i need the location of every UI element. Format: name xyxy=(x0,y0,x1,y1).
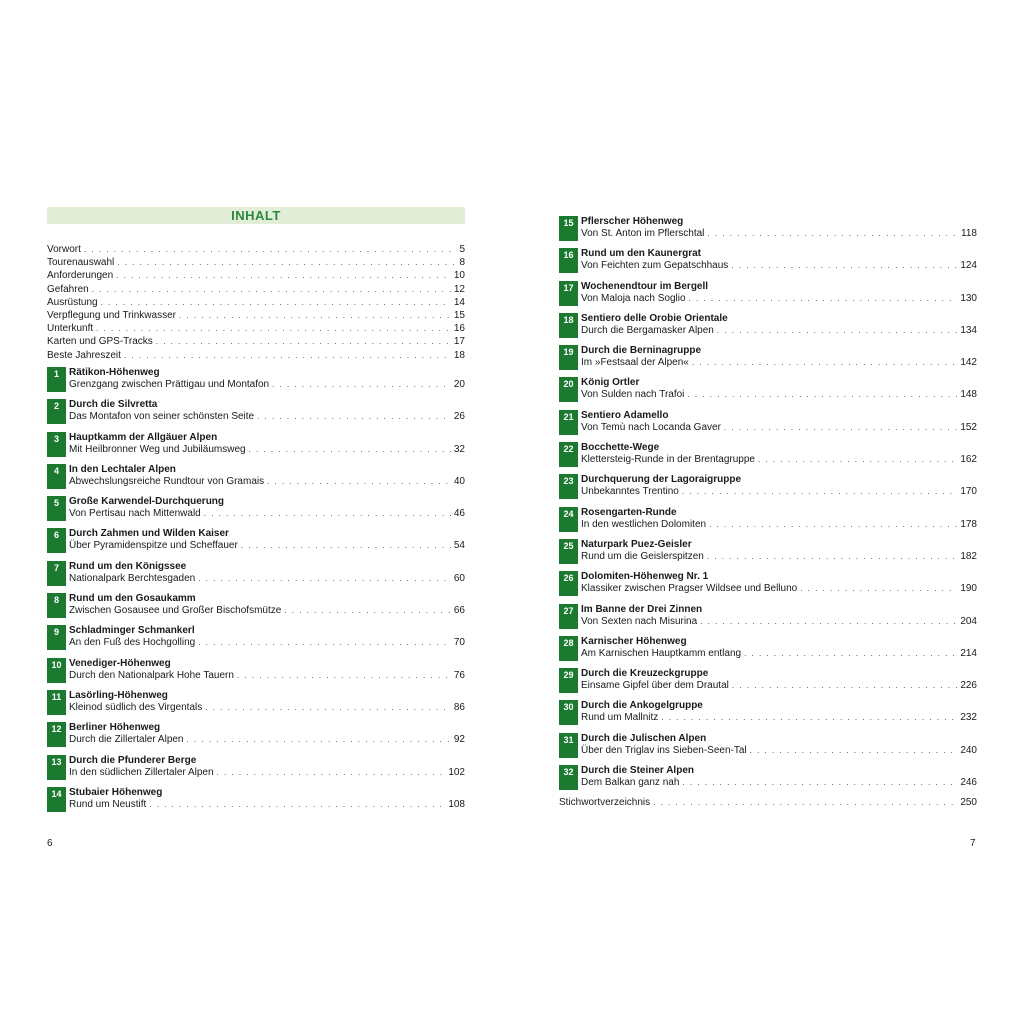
dot-leader xyxy=(117,256,456,269)
tour-title: Berliner Höhenweg xyxy=(69,722,161,734)
tour-subtitle: Von Sulden nach Trafoi xyxy=(581,389,685,401)
dot-leader xyxy=(707,551,957,563)
tour-entry[interactable] xyxy=(559,539,977,564)
tour-number-badge: 32 xyxy=(559,765,578,790)
tour-subtitle: Im »Festsaal der Alpen« xyxy=(581,357,689,369)
dot-leader xyxy=(257,411,451,423)
tour-entry[interactable] xyxy=(47,593,465,618)
toc-entry-label: Vorwort xyxy=(47,244,81,255)
tour-page: 86 xyxy=(453,701,465,713)
tour-subtitle: Grenzgang zwischen Prättigau und Montafon xyxy=(69,379,270,390)
tour-page: 32 xyxy=(453,443,465,455)
tour-subtitle-line xyxy=(69,379,465,391)
tour-page: 190 xyxy=(960,583,977,595)
toc-entry[interactable] xyxy=(47,256,465,269)
tour-entry[interactable] xyxy=(47,367,465,392)
dot-leader xyxy=(284,605,451,617)
toc-entry[interactable] xyxy=(47,335,465,348)
tour-entry[interactable] xyxy=(47,787,465,812)
tour-subtitle-line xyxy=(69,444,465,456)
tour-entry[interactable] xyxy=(47,399,465,424)
tour-subtitle: Zwischen Gosausee und Großer Bischofsmütze xyxy=(69,605,282,617)
tour-subtitle-line xyxy=(581,680,977,692)
toc-entry[interactable] xyxy=(47,296,465,309)
dot-leader xyxy=(96,322,451,335)
front-matter-list xyxy=(47,243,465,362)
tour-subtitle: Durch die Zillertaler Alpen xyxy=(69,734,184,746)
tour-subtitle: Klassiker zwischen Pragser Wildsee und Belluno xyxy=(581,583,798,595)
tour-page: 40 xyxy=(453,475,465,487)
toc-entry-label: Tourenauswahl xyxy=(47,257,115,269)
tour-page: 240 xyxy=(960,744,977,756)
toc-entry[interactable] xyxy=(47,322,465,335)
tour-number-badge: 31 xyxy=(559,733,578,758)
tour-title: Rund um den Königssee xyxy=(69,560,187,572)
tour-title: Durch die Berninagruppe xyxy=(581,345,702,357)
toc-entry[interactable] xyxy=(47,309,465,322)
tour-subtitle: Das Montafon von seiner schönsten Seite xyxy=(69,411,255,423)
toc-entry[interactable] xyxy=(47,269,465,282)
index-entry-page: 250 xyxy=(960,797,977,808)
tour-entry[interactable] xyxy=(559,604,977,629)
dot-leader xyxy=(156,335,451,348)
tour-subtitle-line xyxy=(581,260,977,272)
tour-number-badge: 21 xyxy=(559,410,578,435)
tour-page: 118 xyxy=(961,228,977,239)
tour-page: 232 xyxy=(960,712,977,724)
tour-subtitle-line xyxy=(69,702,465,714)
tour-number-badge: 22 xyxy=(559,442,578,467)
tour-title: Venediger-Höhenweg xyxy=(69,657,171,669)
tour-number-badge: 14 xyxy=(47,787,66,812)
toc-entry-page: 16 xyxy=(453,323,465,335)
tour-entry[interactable] xyxy=(47,658,465,683)
tour-number-badge: 10 xyxy=(47,658,66,683)
tour-title: Sentiero delle Orobie Orientale xyxy=(581,312,728,324)
toc-entry-page: 8 xyxy=(459,257,465,269)
dot-leader xyxy=(661,712,957,724)
tour-entry[interactable] xyxy=(559,281,977,306)
tour-subtitle: Durch den Nationalpark Hohe Tauern xyxy=(69,669,234,681)
toc-entry-page: 15 xyxy=(453,309,465,321)
tour-page: 246 xyxy=(960,777,977,789)
tour-subtitle-line xyxy=(581,745,977,757)
tour-subtitle-line xyxy=(69,670,465,682)
tour-title: Schladminger Schmankerl xyxy=(69,625,195,637)
dot-leader xyxy=(758,454,957,466)
tour-page: 108 xyxy=(448,798,465,810)
dot-leader xyxy=(682,486,957,498)
tour-subtitle: Von Sexten nach Misurina xyxy=(581,615,698,627)
tour-title: Im Banne der Drei Zinnen xyxy=(581,603,703,615)
dot-leader xyxy=(116,269,451,282)
tour-entry[interactable] xyxy=(559,507,977,532)
tour-page: 152 xyxy=(960,421,977,433)
tour-title: Durch die Pfunderer Berge xyxy=(69,754,197,766)
tour-page: 60 xyxy=(453,572,465,584)
tour-title: Karnischer Höhenweg xyxy=(581,635,687,647)
contents-heading: INHALT xyxy=(47,207,465,224)
tour-subtitle-line xyxy=(69,734,465,746)
tour-subtitle: Von Pertisau nach Mittenwald xyxy=(69,508,201,520)
tour-page: 76 xyxy=(453,669,465,681)
tour-page: 66 xyxy=(453,605,465,617)
tour-entry[interactable] xyxy=(47,722,465,747)
tour-title: Rätikon-Höhenweg xyxy=(69,367,160,378)
dot-leader xyxy=(249,444,451,456)
tour-page: 148 xyxy=(960,389,977,401)
tour-number-badge: 6 xyxy=(47,528,66,553)
index-entry[interactable] xyxy=(559,797,977,808)
tour-subtitle: Einsame Gipfel über dem Drautal xyxy=(581,680,729,692)
dot-leader xyxy=(92,283,451,296)
tour-page: 134 xyxy=(960,324,977,336)
tour-page: 214 xyxy=(960,647,977,659)
dot-leader xyxy=(267,476,451,488)
tour-entry[interactable] xyxy=(47,690,465,715)
tour-title: Sentiero Adamello xyxy=(581,409,669,421)
dot-leader xyxy=(198,637,451,649)
toc-entry-page: 18 xyxy=(453,349,465,361)
tour-title: Durch die Julischen Alpen xyxy=(581,732,707,744)
tour-subtitle: Klettersteig-Runde in der Brentagruppe xyxy=(581,454,755,466)
tour-page: 92 xyxy=(453,734,465,746)
tour-subtitle-line xyxy=(581,551,977,563)
tour-subtitle-line xyxy=(581,648,977,660)
tour-subtitle: Nationalpark Berchtesgaden xyxy=(69,572,196,584)
toc-entry-label: Ausrüstung xyxy=(47,296,98,308)
tour-subtitle: Über den Triglav ins Sieben-Seen-Tal xyxy=(581,744,747,756)
tour-subtitle-line xyxy=(581,389,977,401)
dot-leader xyxy=(237,670,451,682)
tour-number-badge: 19 xyxy=(559,345,578,370)
tour-title: König Ortler xyxy=(581,377,640,389)
tour-list-left xyxy=(47,367,465,819)
tour-title: Große Karwendel-Durchquerung xyxy=(69,496,225,508)
tour-title: Wochenendtour im Bergell xyxy=(581,280,709,292)
dot-leader xyxy=(101,296,451,309)
tour-number-badge: 29 xyxy=(559,668,578,693)
tour-subtitle: Am Karnischen Hauptkamm entlang xyxy=(581,647,742,659)
tour-page: 226 xyxy=(960,680,977,692)
tour-subtitle-line xyxy=(69,476,465,488)
tour-page: 124 xyxy=(960,260,977,272)
tour-page: 130 xyxy=(960,292,977,304)
toc-entry-label: Karten und GPS-Tracks xyxy=(47,336,153,348)
tour-subtitle-line xyxy=(581,357,977,369)
dot-leader xyxy=(731,260,957,272)
tour-subtitle-line xyxy=(581,777,977,789)
tour-title: Rosengarten-Runde xyxy=(581,506,677,518)
tour-number-badge: 18 xyxy=(559,313,578,338)
tour-entry[interactable] xyxy=(559,700,977,725)
tour-subtitle: Dem Balkan ganz nah xyxy=(581,777,680,789)
toc-entry-page: 17 xyxy=(453,336,465,348)
tour-subtitle: Über Pyramidenspitze und Scheffauer xyxy=(69,540,238,552)
tour-number-badge: 27 xyxy=(559,604,578,629)
tour-subtitle: Durch die Bergamasker Alpen xyxy=(581,324,714,336)
tour-title: Stubaier Höhenweg xyxy=(69,786,163,798)
tour-subtitle-line xyxy=(69,605,465,617)
tour-number-badge: 15 xyxy=(559,216,578,241)
dot-leader xyxy=(217,767,446,779)
tour-title: Durchquerung der Lagoraigruppe xyxy=(581,474,742,486)
tour-number-badge: 2 xyxy=(47,399,66,424)
tour-page: 170 xyxy=(960,486,977,498)
tour-entry[interactable] xyxy=(559,410,977,435)
tour-entry[interactable] xyxy=(47,561,465,586)
tour-subtitle: Abwechslungsreiche Rundtour von Gramais xyxy=(69,475,265,487)
tour-page: 46 xyxy=(453,508,465,520)
tour-title: Bocchette-Wege xyxy=(581,442,660,454)
tour-subtitle-line xyxy=(69,637,465,649)
tour-entry[interactable] xyxy=(559,636,977,661)
tour-entry[interactable] xyxy=(559,313,977,338)
tour-page: 204 xyxy=(960,615,977,627)
toc-entry-page: 10 xyxy=(453,270,465,282)
dot-leader xyxy=(198,573,451,585)
tour-subtitle-line xyxy=(581,293,977,305)
toc-entry-page: 5 xyxy=(459,244,465,255)
tour-number-badge: 13 xyxy=(47,755,66,780)
tour-subtitle: Rund um Mallnitz xyxy=(581,712,659,724)
tour-number-badge: 11 xyxy=(47,690,66,715)
tour-page: 20 xyxy=(453,379,465,390)
dot-leader xyxy=(689,293,958,305)
tour-number-badge: 30 xyxy=(559,700,578,725)
tour-title: Durch die Steiner Alpen xyxy=(581,765,694,777)
tour-subtitle-line xyxy=(581,583,977,595)
tour-entry[interactable] xyxy=(559,733,977,758)
tour-subtitle: Rund um Neustift xyxy=(69,798,147,810)
tour-entry[interactable] xyxy=(47,528,465,553)
tour-title: Durch die Silvretta xyxy=(69,399,158,411)
tour-subtitle-line xyxy=(69,411,465,423)
tour-title: Rund um den Kaunergrat xyxy=(581,248,702,260)
toc-entry[interactable] xyxy=(47,283,465,296)
tour-subtitle-line xyxy=(581,519,977,531)
tour-page: 182 xyxy=(960,550,977,562)
dot-leader xyxy=(687,389,957,401)
tour-page: 178 xyxy=(960,518,977,530)
dot-leader xyxy=(124,349,451,362)
tour-number-badge: 28 xyxy=(559,636,578,661)
tour-number-badge: 12 xyxy=(47,722,66,747)
tour-subtitle-line xyxy=(581,422,977,434)
tour-entry[interactable] xyxy=(559,377,977,402)
tour-subtitle-line xyxy=(581,454,977,466)
tour-subtitle: In den südlichen Zillertaler Alpen xyxy=(69,766,214,778)
tour-entry[interactable] xyxy=(559,345,977,370)
toc-entry-page: 12 xyxy=(453,283,465,295)
tour-subtitle: Mit Heilbronner Weg und Jubiläumsweg xyxy=(69,443,246,455)
tour-subtitle-line xyxy=(69,573,465,585)
tour-entry[interactable] xyxy=(47,464,465,489)
dot-leader xyxy=(84,243,457,256)
toc-entry[interactable] xyxy=(47,243,465,256)
tour-number-badge: 26 xyxy=(559,571,578,596)
tour-entry[interactable] xyxy=(559,765,977,790)
tour-subtitle-line xyxy=(581,616,977,628)
toc-entry-label: Unterkunft xyxy=(47,323,94,335)
tour-subtitle: An den Fuß des Hochgolling xyxy=(69,637,196,649)
page-number-left: 6 xyxy=(47,838,53,849)
tour-number-badge: 7 xyxy=(47,561,66,586)
tour-page: 102 xyxy=(448,766,465,778)
tour-page: 70 xyxy=(453,637,465,649)
tour-number-badge: 4 xyxy=(47,464,66,489)
dot-leader xyxy=(717,325,957,337)
dot-leader xyxy=(149,799,445,811)
page-number-right: 7 xyxy=(970,838,976,849)
tour-page: 162 xyxy=(960,454,977,466)
tour-entry[interactable] xyxy=(559,474,977,499)
tour-subtitle: Von Maloja nach Soglio xyxy=(581,292,686,304)
tour-title: Durch die Ankogelgruppe xyxy=(581,700,703,712)
tour-entry[interactable] xyxy=(559,248,977,273)
dot-leader xyxy=(709,519,957,531)
dot-leader xyxy=(187,734,451,746)
tour-title: Hauptkamm der Allgäuer Alpen xyxy=(69,431,218,443)
toc-entry-label: Anforderungen xyxy=(47,270,114,282)
tour-number-badge: 9 xyxy=(47,625,66,650)
tour-entry[interactable] xyxy=(47,755,465,780)
tour-subtitle: Unbekanntes Trentino xyxy=(581,486,679,498)
tour-title: Durch die Kreuzeckgruppe xyxy=(581,668,709,680)
tour-title: In den Lechtaler Alpen xyxy=(69,463,176,475)
tour-number-badge: 25 xyxy=(559,539,578,564)
tour-subtitle-line xyxy=(581,325,977,337)
index-entry-label: Stichwortverzeichnis xyxy=(559,797,651,808)
dot-leader xyxy=(682,777,957,789)
tour-subtitle: Kleinod südlich des Virgentals xyxy=(69,701,203,713)
tour-title: Rund um den Gosaukamm xyxy=(69,593,196,605)
tour-number-badge: 8 xyxy=(47,593,66,618)
dot-leader xyxy=(241,540,451,552)
tour-subtitle-line xyxy=(581,712,977,724)
tour-entry[interactable] xyxy=(47,432,465,457)
dot-leader xyxy=(700,616,957,628)
tour-title: Dolomiten-Höhenweg Nr. 1 xyxy=(581,571,709,583)
toc-entry[interactable] xyxy=(47,349,465,362)
tour-entry[interactable] xyxy=(559,668,977,693)
tour-subtitle: Rund um die Geislerspitzen xyxy=(581,550,704,562)
tour-number-badge: 1 xyxy=(47,367,66,392)
tour-subtitle-line xyxy=(69,540,465,552)
tour-number-badge: 24 xyxy=(559,507,578,532)
tour-entry[interactable] xyxy=(559,216,977,241)
tour-list-right xyxy=(559,216,977,797)
tour-number-badge: 16 xyxy=(559,248,578,273)
tour-number-badge: 23 xyxy=(559,474,578,499)
tour-subtitle: In den westlichen Dolomiten xyxy=(581,518,707,530)
tour-entry[interactable] xyxy=(47,625,465,650)
dot-leader xyxy=(707,228,958,240)
dot-leader xyxy=(205,702,451,714)
tour-title: Naturpark Puez-Geisler xyxy=(581,538,692,550)
tour-number-badge: 5 xyxy=(47,496,66,521)
dot-leader xyxy=(744,648,957,660)
tour-subtitle-line xyxy=(69,799,465,811)
dot-leader xyxy=(179,309,451,322)
dot-leader xyxy=(272,379,451,391)
tour-subtitle: Von Temù nach Locanda Gaver xyxy=(581,421,721,433)
toc-entry-label: Beste Jahreszeit xyxy=(47,349,121,361)
dot-leader xyxy=(724,422,957,434)
dot-leader xyxy=(692,357,957,369)
tour-title: Lasörling-Höhenweg xyxy=(69,689,168,701)
tour-number-badge: 20 xyxy=(559,377,578,402)
toc-entry-label: Gefahren xyxy=(47,283,89,295)
tour-subtitle: Von Feichten zum Gepatschhaus xyxy=(581,260,729,272)
tour-entry[interactable] xyxy=(47,496,465,521)
tour-page: 26 xyxy=(453,411,465,423)
toc-entry-page: 14 xyxy=(453,296,465,308)
tour-entry[interactable] xyxy=(559,442,977,467)
tour-subtitle-line xyxy=(69,767,465,779)
dot-leader xyxy=(204,508,451,520)
tour-number-badge: 17 xyxy=(559,281,578,306)
dot-leader xyxy=(800,583,957,595)
dot-leader xyxy=(750,745,958,757)
tour-subtitle-line xyxy=(581,486,977,498)
tour-subtitle-line xyxy=(69,508,465,520)
tour-number-badge: 3 xyxy=(47,432,66,457)
tour-subtitle-line xyxy=(581,228,977,240)
tour-page: 54 xyxy=(453,540,465,552)
tour-title: Durch Zahmen und Wilden Kaiser xyxy=(69,528,229,540)
tour-subtitle: Von St. Anton im Pflerschtal xyxy=(581,228,705,239)
tour-page: 142 xyxy=(960,357,977,369)
dot-leader xyxy=(653,798,957,807)
tour-title: Pflerscher Höhenweg xyxy=(581,216,684,227)
tour-entry[interactable] xyxy=(559,571,977,596)
dot-leader xyxy=(732,680,957,692)
toc-entry-label: Verpflegung und Trinkwasser xyxy=(47,309,176,321)
